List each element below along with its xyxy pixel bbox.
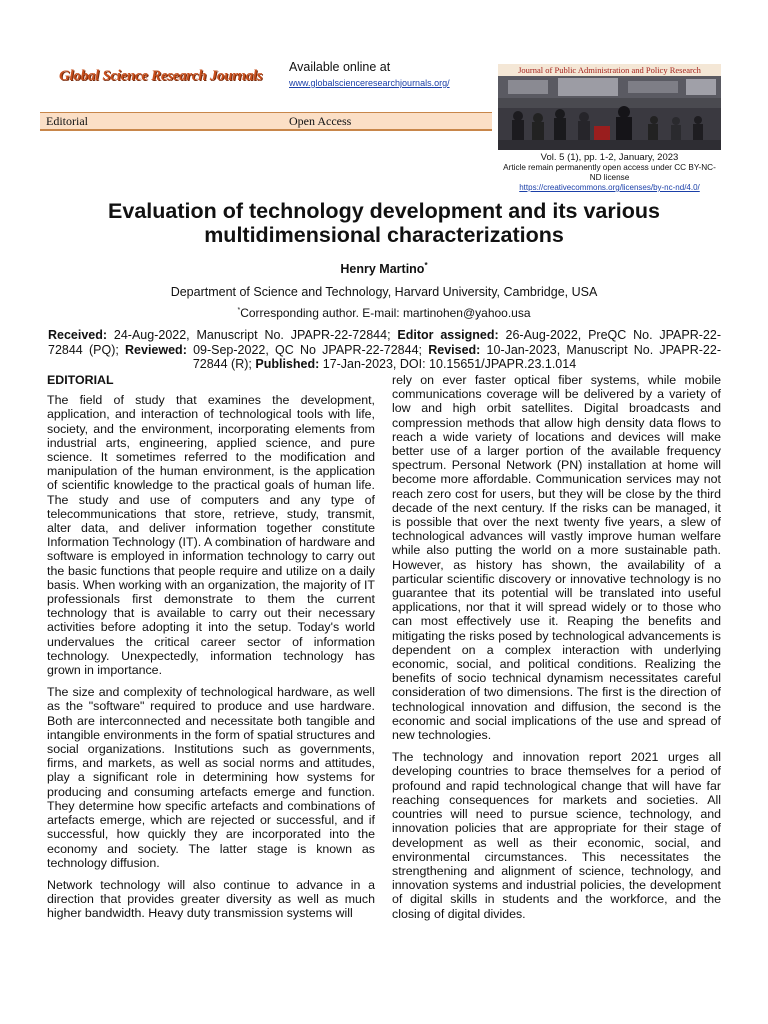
journal-site-link[interactable]: www.globalscienceresearchjournals.org/: [289, 78, 450, 88]
publication-history: [48, 328, 721, 372]
open-access-label: Open Access: [289, 114, 352, 128]
available-online-label: Available online at: [289, 60, 391, 74]
editor-label: Editor assigned:: [397, 328, 499, 342]
journal-logo: [55, 62, 263, 90]
editor-text: 26-Aug-2022, PreQC No. JPAPR-22-72844 (PQ);: [48, 328, 721, 357]
reviewed-text: 09-Sep-2022, QC No JPAPR-22-72844;: [186, 342, 429, 357]
volume-info: Vol. 5 (1), pp. 1-2, January, 2023: [540, 152, 679, 163]
article-type-bar: [40, 112, 492, 131]
right-column: [392, 373, 721, 929]
published-label: Published:: [255, 357, 320, 371]
journal-name: Journal of Public Administration and Policy Research: [498, 64, 721, 76]
conference-hall-photo: [498, 76, 721, 150]
paragraph: The field of study that examines the development, application, and interaction of technological tools with life, society, and the environment, incorporating elements from industrial arts, engineering, applied science, and pure science. It sometimes referred to the modification and manipulation of the human environment, is the application of scientific knowledge to the practical goals of human life. The study and use of computers and any type of telecommunications that store, retrieve, study, transmit, alter data, and deliver information together constitute Information Technology (IT). A combination of hardware and software is employed in information technology to carry out the basic functions that people require and utilize on a daily basis. When working with an organization, the majority of IT professionals first demonstrate to them the current technology that is available to carry out their necessary activities before adopting it into the setup. Today's world undervalues the critical career sector of information technology. Unexpectedly, information technology has grown in importance.: [47, 393, 375, 678]
paragraph: The size and complexity of technological hardware, as well as the "software" required to produce and use hardware. Both are interconnected and necessitate both tangible and intangible environments in the form of spatial structures and social organizations. Institutions such as governments, firms, and markets, as well as social norms and attitudes, play a significant role in determining how systems for producing and consuming artefacts emerge and function. They determine how specific artefacts and combinations of artefacts emerge, which are rejected or successful, and if successful, how quickly they are incorporated into the economy and society. The latter stage is known as technology diffusion.: [47, 685, 375, 870]
revised-label: Revised:: [428, 342, 481, 357]
left-column: [47, 373, 375, 929]
logo-text: Global Science Research Journals: [59, 67, 263, 84]
journal-cover-banner: [498, 64, 721, 150]
received-text: 24-Aug-2022, Manuscript No. JPAPR-22-72844;: [107, 328, 398, 342]
article-title: Evaluation of technology development and its various multidimensional characterizations: [108, 199, 660, 247]
article-type-label: Editorial: [46, 114, 88, 128]
author-name: Henry Martino: [340, 262, 425, 277]
license-link[interactable]: https://creativecommons.org/licenses/by-nc-nd/4.0/: [519, 183, 700, 192]
corresponding-author: [0, 306, 768, 320]
license-text: Article remain permanently open access under CC BY-NC-ND license: [503, 163, 716, 182]
section-heading: EDITORIAL: [47, 373, 114, 387]
received-label: Received:: [48, 328, 108, 342]
revised-text: 10-Jan-2023, Manuscript No. JPAPR-22-72844 (R);: [192, 342, 721, 371]
published-text: 17-Jan-2023, DOI: 10.15651/JPAPR.23.1.014: [319, 357, 577, 371]
reviewed-label: Reviewed:: [125, 342, 187, 357]
author-line: [0, 261, 768, 276]
corresponding-mark: *: [237, 307, 241, 314]
corresponding-text: Corresponding author. E-mail: martinohen@yahoo.usa: [240, 306, 531, 320]
author-mark: *: [424, 261, 428, 270]
paragraph: Network technology will also continue to advance in a direction that provides greater diversity as well as much higher bandwidth. Heavy duty transmission systems will: [47, 877, 375, 921]
paragraph: The technology and innovation report 2021 urges all developing countries to brace themselves for a period of profound and rapid technological change that will have far reaching consequences for markets and societies. All countries will need to pursue science, technology, and innovation policies that are appropriate for their stage of development as well as their economic, social, and environmental circumstances. This necessitates the strengthening and alignment of science, technology, and innovation systems and industrial policies, the development of digital skills in students and the workforce, and the closing of digital divides.: [392, 750, 721, 921]
paragraph: rely on ever faster optical fiber systems, while mobile communications coverage will be delivered by a variety of low and high orbit satellites. Digital broadcasts and compression methods that allow high density data flows to reach a wide variety of locations and devices will make better use of a larger portion of the available frequency spectrum. Personal Network (PN) installation at home will become more affordable. Communication services may not reach zero cost for users, but they will be close by the third decade of the next century. If the risks can be managed, it is possible that over the next twenty five years, a slew of technological advances will vastly improve human welfare while also putting the world on a more sustainable path. However, as history has shown, the availability of a particular scientific discovery or innovative technology is no guarantee that its potential will be translated into useful applications, nor that it will spread widely or to those who can most effectively use it. Reaping the benefits and mitigating the risks posed by technological advancements is dependent on a complex interaction with underlying economic, social, and political conditions. Realizing the benefits of socio technical dynamism necessitates careful consideration of two dimensions. The first is the direction of technological innovation and diffusion, the second is the economic and social implications of the use and spread of new technologies.: [392, 373, 721, 743]
affiliation: Department of Science and Technology, Harvard University, Cambridge, USA: [170, 285, 598, 299]
